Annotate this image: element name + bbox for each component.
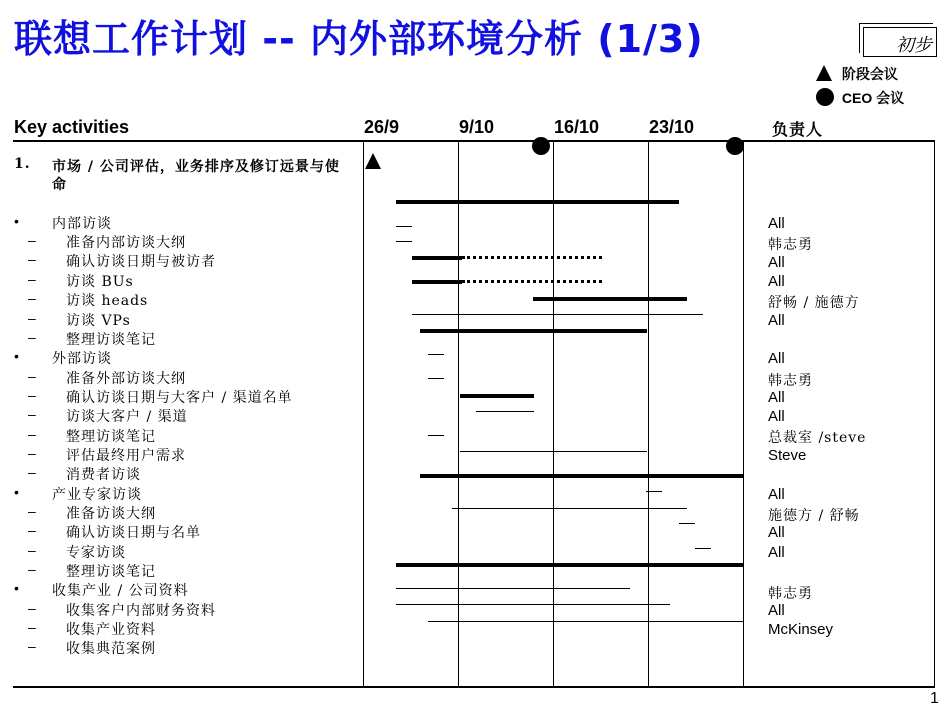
owner-cell: 施德方 / 舒畅	[768, 508, 860, 524]
bullet-marker: •	[14, 484, 19, 500]
dash-marker: –	[28, 619, 36, 635]
gantt-tick	[428, 378, 444, 379]
dash-marker: –	[28, 232, 36, 248]
owner-cell: McKinsey	[768, 621, 834, 638]
dash-marker: –	[28, 310, 36, 326]
task-label: 访谈 heads	[66, 293, 149, 309]
task-label: 内部访谈	[52, 216, 112, 232]
owner-cell: All	[768, 273, 785, 290]
task-label: 整理访谈笔记	[66, 332, 156, 348]
gantt-tick	[695, 548, 711, 549]
gantt-thin-bar	[412, 314, 703, 315]
dash-marker: –	[28, 251, 36, 267]
dash-marker: –	[28, 542, 36, 558]
owner-cell: 总裁室 /steve	[768, 430, 867, 446]
task-label: 产业专家访谈	[52, 487, 142, 503]
task-label: 专家访谈	[66, 545, 126, 561]
task-label: 评估最终用户需求	[66, 448, 186, 464]
task-label: 访谈 VPs	[66, 313, 131, 329]
owner-cell: All	[768, 389, 785, 406]
header-date: 23/10	[649, 117, 695, 137]
task-label: 收集典范案例	[66, 641, 156, 657]
dash-marker: –	[28, 464, 36, 480]
gantt-thin-bar	[476, 411, 534, 412]
owner-cell: All	[768, 486, 785, 503]
owner-cell: All	[768, 254, 785, 271]
dash-marker: –	[28, 290, 36, 306]
task-label: 确认访谈日期与名单	[66, 525, 201, 541]
header-rule	[13, 140, 935, 142]
task-label: 整理访谈笔记	[66, 429, 156, 445]
gantt-tick	[646, 491, 662, 492]
owner-cell: All	[768, 544, 785, 561]
gantt-bar	[420, 329, 647, 333]
gantt-tick	[428, 354, 444, 355]
gantt-thin-bar	[396, 604, 670, 605]
dash-marker: –	[28, 329, 36, 345]
legend-ceo-label: CEO 会议	[841, 90, 905, 106]
dash-marker: –	[28, 638, 36, 654]
grid-line	[934, 140, 935, 687]
header-owner: 负责人	[772, 120, 824, 139]
task-label: 消费者访谈	[66, 467, 141, 483]
preliminary-badge	[863, 27, 937, 57]
owner-cell: 韩志勇	[768, 586, 813, 602]
header-date: 26/9	[364, 117, 400, 137]
task-label: 准备访谈大纲	[66, 506, 156, 522]
gantt-bar	[460, 394, 534, 398]
grid-line	[363, 140, 364, 687]
badge-label: 初步	[896, 35, 932, 56]
section-number: 1.	[14, 156, 31, 172]
gantt-thin-bar	[428, 621, 743, 622]
task-label: 访谈 BUs	[66, 274, 134, 290]
owner-cell: 韩志勇	[768, 237, 813, 253]
gantt-bar	[412, 280, 462, 284]
dash-marker: –	[28, 503, 36, 519]
ceo-meeting-marker	[726, 137, 744, 155]
gantt-tick	[396, 241, 412, 242]
owner-cell: All	[768, 350, 785, 367]
dash-marker: –	[28, 426, 36, 442]
gantt-bar	[396, 563, 744, 567]
gantt-tick	[679, 523, 695, 524]
task-label: 外部访谈	[52, 351, 112, 367]
task-label: 准备外部访谈大纲	[66, 371, 186, 387]
task-label: 确认访谈日期与大客户 / 渠道名单	[66, 390, 293, 406]
ceo-meeting-marker	[532, 137, 550, 155]
page-number: 1	[930, 690, 939, 707]
task-label: 收集客户内部财务资料	[66, 603, 216, 619]
task-label: 整理访谈笔记	[66, 564, 156, 580]
gantt-bar	[396, 200, 679, 204]
gantt-bar	[412, 256, 462, 260]
dash-marker: –	[28, 445, 36, 461]
owner-cell: 韩志勇	[768, 373, 813, 389]
grid-line	[743, 140, 744, 687]
owner-cell: All	[768, 602, 785, 619]
gantt-bar	[420, 474, 744, 478]
gantt-dotted-bar	[462, 256, 602, 259]
legend-stage-meeting	[816, 64, 898, 84]
owner-cell: All	[768, 524, 785, 541]
task-label: 收集产业 / 公司资料	[52, 583, 189, 599]
legend-ceo-meeting	[816, 88, 904, 108]
owner-cell: All	[768, 312, 785, 329]
owner-cell: All	[768, 408, 785, 425]
dash-marker: –	[28, 271, 36, 287]
dash-marker: –	[28, 522, 36, 538]
dash-marker: –	[28, 600, 36, 616]
task-label: 确认访谈日期与被访者	[66, 254, 216, 270]
bullet-marker: •	[14, 348, 19, 364]
page-title: 联想工作计划 -- 内外部环境分析 (1/3)	[14, 17, 704, 61]
owner-cell: Steve	[768, 447, 807, 464]
header-key-activities: Key activities	[14, 117, 130, 137]
task-label: 收集产业资料	[66, 622, 156, 638]
dash-marker: –	[28, 368, 36, 384]
task-label: 访谈大客户 / 渠道	[66, 409, 188, 425]
gantt-bar	[533, 297, 687, 301]
gantt-dotted-bar	[462, 280, 602, 283]
gantt-thin-bar	[452, 508, 687, 509]
circle-icon	[816, 88, 834, 106]
gantt-thin-bar	[460, 451, 647, 452]
legend-stage-label: 阶段会议	[841, 66, 898, 82]
header-date: 9/10	[459, 117, 495, 137]
dash-marker: –	[28, 387, 36, 403]
dash-marker: –	[28, 406, 36, 422]
stage-meeting-marker	[365, 153, 381, 169]
gantt-tick	[428, 435, 444, 436]
gantt-tick	[396, 226, 412, 227]
dash-marker: –	[28, 561, 36, 577]
section-title: 命	[52, 177, 67, 193]
header-date: 16/10	[554, 117, 600, 137]
triangle-icon	[816, 65, 832, 81]
owner-cell: 舒畅 / 施德方	[768, 295, 860, 311]
bullet-marker: •	[14, 213, 19, 229]
section-title: 市场 / 公司评估，业务排序及修订远景与使	[52, 159, 340, 175]
footer-rule	[13, 686, 935, 688]
gantt-thin-bar	[396, 588, 630, 589]
bullet-marker: •	[14, 580, 19, 596]
task-label: 准备内部访谈大纲	[66, 235, 186, 251]
owner-cell: All	[768, 215, 785, 232]
